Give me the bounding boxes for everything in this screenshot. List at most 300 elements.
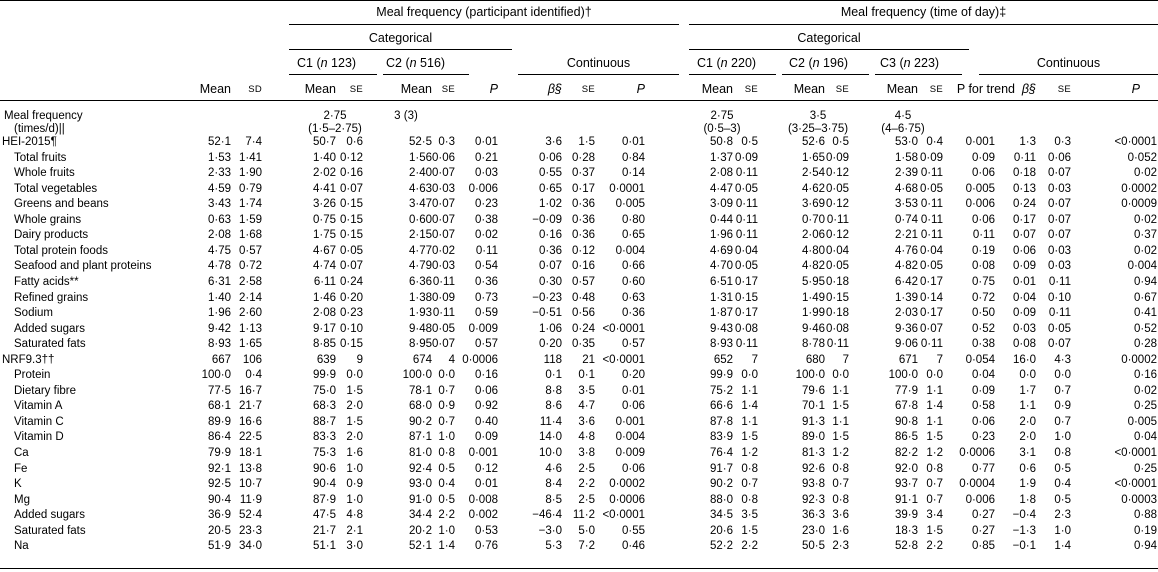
table-cell: 0·46 (621, 540, 645, 552)
table-cell: 1·53 (207, 152, 231, 164)
table-cell: 7 (936, 354, 943, 366)
table-cell: 53·0 (894, 136, 918, 148)
table-cell: 0·70 (801, 214, 825, 226)
table-cell: 0·17 (919, 307, 943, 319)
table-cell: 1·41 (238, 152, 262, 164)
g2-c3-mean-header: Mean (886, 82, 918, 96)
table-cell: 0·24 (339, 276, 363, 288)
table-cell: −1·3 (1012, 525, 1036, 537)
header-bottom-rule (0, 100, 1158, 101)
table-cell: 0·65 (538, 183, 562, 195)
table-cell: −46·4 (532, 509, 562, 521)
table-cell: 0·07 (431, 338, 455, 350)
mf-g2-c2-range: (3·25–3·75) (787, 123, 849, 135)
table-cell: 75·0 (312, 385, 336, 397)
table-cell: 4·7 (578, 400, 595, 412)
table-cell: 92·0 (894, 463, 918, 475)
table-cell: 14·0 (538, 431, 562, 443)
table-cell: 0·002 (468, 509, 498, 521)
table-cell: 1·74 (238, 198, 262, 210)
table-cell: 0·60 (621, 276, 645, 288)
table-cell: 1·75 (312, 229, 336, 241)
table-cell: 0·05 (919, 260, 943, 272)
table-cell: 2·0 (1019, 416, 1036, 428)
table-cell: 50·7 (312, 136, 336, 148)
table-cell: 4 (448, 354, 455, 366)
table-cell: 0·11 (920, 167, 943, 179)
table-cell: 0·44 (709, 214, 733, 226)
table-cell: 1·1 (741, 385, 758, 397)
table-cell: 0·0001 (609, 183, 645, 195)
table-cell: −0·1 (1012, 540, 1036, 552)
table-cell: 0·06 (1012, 245, 1036, 257)
table-cell: 9 (356, 354, 363, 366)
table-cell: 0·03 (1047, 245, 1071, 257)
table-cell: 4·75 (207, 245, 231, 257)
table-cell: 0·92 (474, 400, 498, 412)
table-cell: 8·78 (801, 338, 825, 350)
table-cell: 20·5 (207, 525, 231, 537)
table-cell: 0·23 (971, 431, 995, 443)
table-cell: 81·0 (408, 447, 432, 459)
table-cell: 4·62 (801, 183, 825, 195)
table-cell: 0·09 (474, 431, 498, 443)
table-cell: 4·79 (408, 260, 432, 272)
table-cell: <0·0001 (1114, 136, 1157, 148)
mf-g2-c1-range: (0·5–3) (703, 123, 741, 135)
p-trend-header: P for trend (956, 82, 1015, 96)
g2-c3-rule (875, 74, 962, 75)
table-cell: 0·7 (741, 478, 758, 490)
table-cell: 36·3 (801, 509, 825, 521)
table-cell: 0·14 (621, 167, 645, 179)
table-cell: 0·07 (1012, 229, 1036, 241)
table-cell: 0·19 (971, 245, 995, 257)
sd-header: SD (248, 84, 262, 95)
table-cell: 1·0 (438, 525, 455, 537)
table-cell: 0·63 (621, 292, 645, 304)
table-cell: 4·47 (709, 183, 733, 195)
table-cell: 0·48 (571, 292, 595, 304)
table-cell: 0·6 (1019, 463, 1036, 475)
table-cell: 1·39 (894, 292, 918, 304)
table-cell: 2·1 (346, 525, 363, 537)
table-cell: 5·95 (801, 276, 825, 288)
table-cell: 0·6 (346, 136, 363, 148)
table-cell: 0·01 (621, 385, 645, 397)
table-cell: 0·14 (919, 292, 943, 304)
g2-c1-header: C1 (n 220) (697, 56, 757, 70)
table-cell: 2·08 (709, 167, 733, 179)
table-cell: 0·8 (741, 463, 758, 475)
table-cell: 2·58 (238, 276, 262, 288)
table-cell: 2·06 (801, 229, 825, 241)
row-label: Saturated fats (14, 525, 86, 537)
g2-cont-se-header: SE (1057, 84, 1071, 95)
row-label: Sodium (14, 307, 53, 319)
table-cell: 0·16 (538, 229, 562, 241)
group1-categorical-rule (289, 49, 512, 50)
table-cell: 0·11 (826, 214, 849, 226)
table-cell: 0·12 (474, 463, 498, 475)
table-cell: 0·11 (1048, 307, 1071, 319)
table-cell: 79·6 (801, 385, 825, 397)
table-cell: 0·25 (1133, 400, 1157, 412)
table-cell: 0·7 (832, 478, 849, 490)
table-cell: 1·1 (926, 385, 943, 397)
table-cell: −0·23 (532, 292, 562, 304)
table-cell: 0·84 (621, 152, 645, 164)
table-cell: 0·56 (571, 307, 595, 319)
table-cell: 0·55 (621, 525, 645, 537)
table-cell: 8·6 (545, 400, 562, 412)
table-cell: 1·37 (709, 152, 733, 164)
table-cell: 106 (242, 354, 262, 366)
table-cell: 0·0002 (1121, 183, 1157, 195)
table-cell: 0·03 (431, 183, 455, 195)
table-cell: 1·7 (1019, 385, 1036, 397)
table-cell: 9·43 (709, 323, 733, 335)
table-cell: 90·8 (894, 416, 918, 428)
group2-categorical-rule (689, 49, 969, 50)
table-cell: 1·4 (926, 400, 943, 412)
table-cell: 1·2 (741, 447, 758, 459)
table-cell: 100·0 (888, 369, 918, 381)
table-cell: 0·11 (920, 229, 943, 241)
table-cell: 2·60 (238, 307, 262, 319)
table-cell: −0·4 (1012, 509, 1036, 521)
table-cell: 9·17 (312, 323, 336, 335)
table-cell: 0·07 (919, 323, 943, 335)
table-cell: 0·004 (615, 431, 645, 443)
table-cell: 52·1 (207, 136, 231, 148)
table-cell: 0·11 (920, 198, 943, 210)
table-cell: 0·03 (1047, 260, 1071, 272)
table-cell: 0·57 (238, 245, 262, 257)
table-cell: 0·7 (1054, 385, 1071, 397)
table-cell: 66·6 (709, 400, 733, 412)
table-cell: 2·21 (894, 229, 918, 241)
table-cell: 0·20 (621, 369, 645, 381)
table-cell: 23·0 (801, 525, 825, 537)
table-cell: 0·35 (571, 338, 595, 350)
table-cell: 0·25 (1133, 463, 1157, 475)
table-cell: 34·0 (238, 540, 262, 552)
table-cell: <0·0001 (602, 509, 645, 521)
group2-continuous-rule (979, 74, 1158, 75)
table-cell: 118 (543, 354, 562, 366)
table-cell: 9·46 (801, 323, 825, 335)
group2-continuous-label: Continuous (1036, 56, 1101, 70)
table-cell: 9·36 (894, 323, 918, 335)
mf-g2-c1-median: 2·75 (710, 110, 734, 122)
row-label: Ca (14, 447, 29, 459)
table-cell: 4·8 (578, 431, 595, 443)
table-cell: 0·0003 (1121, 494, 1157, 506)
table-cell: 1·6 (346, 447, 363, 459)
table-cell: 0·09 (431, 292, 455, 304)
table-cell: 0·72 (238, 260, 262, 272)
table-cell: 0·27 (971, 509, 995, 521)
table-cell: 2·2 (578, 478, 595, 490)
table-cell: 0·16 (474, 369, 498, 381)
table-cell: 1·58 (894, 152, 918, 164)
table-cell: 0·17 (1012, 214, 1036, 226)
table-cell: 2·2 (741, 540, 758, 552)
table-cell: 11·2 (572, 509, 595, 521)
table-cell: 86·4 (207, 431, 231, 443)
table-cell: 4·59 (207, 183, 231, 195)
table-cell: 0·0006 (959, 447, 995, 459)
row-label: Dairy products (14, 229, 89, 241)
table-cell: 0·02 (431, 245, 455, 257)
table-cell: 0·40 (474, 416, 498, 428)
table-cell: 0·008 (468, 494, 498, 506)
table-cell: 51·9 (207, 540, 231, 552)
table-cell: 8·93 (709, 338, 733, 350)
g2-cont-p-header: P (1131, 82, 1140, 96)
table-cell: 0·72 (971, 292, 995, 304)
table-cell: 0·23 (474, 198, 498, 210)
table-cell: 0·05 (825, 260, 849, 272)
table-cell: 0·4 (245, 369, 262, 381)
table-cell: 6·51 (709, 276, 733, 288)
table-cell: 667 (211, 354, 231, 366)
row-label: Seafood and plant proteins (14, 260, 152, 272)
table-cell: 13·8 (238, 463, 262, 475)
table-cell: 0·0002 (1121, 354, 1157, 366)
table-cell: 1·9 (1019, 478, 1036, 490)
table-cell: 2·08 (207, 229, 231, 241)
table-cell: 0·24 (1012, 198, 1036, 210)
table-cell: 0·1 (578, 369, 595, 381)
table-cell: 87·9 (312, 494, 336, 506)
table-cell: 75·3 (312, 447, 336, 459)
table-cell: 0·0 (1019, 369, 1036, 381)
table-cell: 93·7 (894, 478, 918, 490)
table-cell: 0·09 (734, 152, 758, 164)
table-cell: 0·01 (621, 136, 645, 148)
table-cell: 1·40 (207, 292, 231, 304)
table-cell: 0·004 (615, 245, 645, 257)
table-cell: 0·004 (1127, 260, 1157, 272)
table-cell: 0·006 (468, 183, 498, 195)
table-cell: 83·9 (709, 431, 733, 443)
table-cell: 0·01 (474, 478, 498, 490)
table-cell: 0·36 (621, 307, 645, 319)
table-cell: 8·85 (312, 338, 336, 350)
table-cell: 8·93 (207, 338, 231, 350)
table-cell: 0·08 (734, 323, 758, 335)
table-cell: 0·06 (971, 416, 995, 428)
table-cell: 1·65 (801, 152, 825, 164)
table-cell: 0·36 (538, 245, 562, 257)
table-cell: 0·18 (1012, 167, 1036, 179)
table-cell: 75·2 (709, 385, 733, 397)
table-cell: 0·05 (919, 183, 943, 195)
table-cell: 76·4 (709, 447, 733, 459)
table-cell: 0·02 (1133, 214, 1157, 226)
top-rule (0, 0, 1158, 1)
table-cell: 8·5 (545, 494, 562, 506)
table-cell: 0·11 (1013, 152, 1036, 164)
table-cell: 0·04 (1012, 292, 1036, 304)
row-label: Fatty acids** (14, 276, 79, 288)
table-cell: 1·99 (801, 307, 825, 319)
table-cell: 92·4 (408, 463, 432, 475)
g2-c3-se-header: SE (929, 84, 943, 95)
table-cell: 0·85 (971, 540, 995, 552)
table-cell: 0·07 (431, 167, 455, 179)
table-cell: 7·2 (578, 540, 595, 552)
table-cell: 2·33 (207, 167, 231, 179)
table-cell: 4·82 (894, 260, 918, 272)
table-cell: 92·1 (207, 463, 231, 475)
table-cell: 0·001 (965, 136, 995, 148)
table-cell: 1·87 (709, 307, 733, 319)
table-cell: 8·95 (408, 338, 432, 350)
table-cell: 0·16 (339, 167, 363, 179)
row-label: Total vegetables (14, 183, 98, 195)
table-cell: 0·75 (312, 214, 336, 226)
table-cell: 0·94 (1133, 276, 1157, 288)
table-cell: 0·5 (1054, 463, 1071, 475)
table-cell: 0·06 (538, 152, 562, 164)
table-cell: 0·009 (615, 447, 645, 459)
table-cell: 0·001 (615, 416, 645, 428)
table-cell: 3·6 (832, 509, 849, 521)
table-cell: 1·40 (312, 152, 336, 164)
table-cell: 0·7 (926, 478, 943, 490)
table-cell: 100·0 (795, 369, 825, 381)
group2-categorical-label: Categorical (797, 31, 861, 45)
table-cell: 0·12 (571, 245, 595, 257)
table-cell: 1·5 (832, 431, 849, 443)
table-cell: 0·10 (339, 323, 363, 335)
table-cell: 68·3 (312, 400, 336, 412)
table-cell: 0·01 (1012, 276, 1036, 288)
table-cell: 4·82 (801, 260, 825, 272)
table-cell: 34·5 (709, 509, 733, 521)
table-cell: 0·09 (825, 152, 849, 164)
table-cell: 0·37 (1133, 229, 1157, 241)
table-cell: 1·0 (346, 494, 363, 506)
table-cell: 2·2 (438, 509, 455, 521)
table-cell: 1·0 (346, 463, 363, 475)
table-cell: 1·13 (238, 323, 262, 335)
table-cell: 52·8 (894, 540, 918, 552)
table-cell: 0·20 (339, 292, 363, 304)
table-cell: 91·0 (408, 494, 432, 506)
group2-rule (689, 24, 1158, 25)
group1-title: Meal frequency (participant identified)† (376, 5, 592, 19)
table-cell: 0·005 (1127, 416, 1157, 428)
table-cell: 1·96 (207, 307, 231, 319)
row-label: Total protein foods (14, 245, 108, 257)
table-cell: 1·65 (238, 338, 262, 350)
table-cell: 1·5 (741, 431, 758, 443)
table-cell: 6·11 (313, 276, 336, 288)
table-cell: 21 (582, 354, 595, 366)
table-cell: 0·06 (621, 400, 645, 412)
table-cell: 0·0 (438, 369, 455, 381)
table-cell: 0·55 (538, 167, 562, 179)
table-cell: 1·4 (1054, 540, 1071, 552)
table-cell: 1·5 (346, 385, 363, 397)
table-cell: 0·5 (438, 494, 455, 506)
table-cell: 0·17 (734, 276, 758, 288)
table-cell: 0·28 (571, 152, 595, 164)
table-cell: 0·5 (1054, 494, 1071, 506)
table-cell: 0·07 (1047, 198, 1071, 210)
table-cell: 0·01 (474, 136, 498, 148)
table-cell: 0·74 (894, 214, 918, 226)
table-cell: 0·11 (735, 198, 758, 210)
table-cell: 100·0 (201, 369, 231, 381)
table-cell: 0·76 (474, 540, 498, 552)
table-cell: 0·09 (1012, 307, 1036, 319)
table-cell: 0·3 (438, 136, 455, 148)
table-cell: 0·005 (615, 198, 645, 210)
table-cell: 3·09 (709, 198, 733, 210)
table-cell: 4·70 (709, 260, 733, 272)
table-cell: 51·1 (312, 540, 336, 552)
table-cell: 2·2 (926, 540, 943, 552)
row-label: Vitamin C (14, 416, 64, 428)
table-cell: 7 (751, 354, 758, 366)
table-cell: 3·6 (578, 416, 595, 428)
table-cell: 0·11 (735, 229, 758, 241)
mean-header: Mean (199, 82, 231, 96)
table-cell: 93·8 (801, 478, 825, 490)
table-cell: 0·12 (825, 167, 849, 179)
table-cell: 0·0 (832, 369, 849, 381)
table-cell: <0·0001 (1114, 447, 1157, 459)
mf-g2-c3-median: 4·5 (894, 110, 912, 122)
table-cell: 100·0 (402, 369, 432, 381)
table-cell: 11·4 (539, 416, 562, 428)
table-cell: 87·1 (408, 431, 432, 443)
mf-g1-c2-median: 3 (3) (394, 110, 418, 122)
table-cell: 52·1 (408, 540, 432, 552)
table-cell: 4·69 (709, 245, 733, 257)
table-cell: 0·36 (571, 214, 595, 226)
row-label: Added sugars (14, 509, 85, 521)
table-cell: 1·2 (832, 447, 849, 459)
table-cell: 9·06 (894, 338, 918, 350)
table-cell: 0·005 (965, 183, 995, 195)
table-cell: 4·67 (312, 245, 336, 257)
table-cell: 2·0 (346, 400, 363, 412)
table-cell: 0·0 (741, 369, 758, 381)
table-cell: 1·06 (538, 323, 562, 335)
table-cell: 0·67 (1133, 292, 1157, 304)
table-cell: 0·11 (432, 276, 455, 288)
table-cell: 1·5 (926, 431, 943, 443)
table-cell: 0·4 (1054, 478, 1071, 490)
table-cell: 0·4 (926, 136, 943, 148)
g1-cont-se-header: SE (581, 84, 595, 95)
table-cell: 0·09 (971, 385, 995, 397)
bottom-rule (0, 568, 1158, 569)
table-cell: 1·0 (438, 431, 455, 443)
table-cell: 0·10 (1047, 292, 1071, 304)
table-cell: 0·03 (431, 260, 455, 272)
table-cell: 0·07 (538, 260, 562, 272)
table-cell: 3·69 (801, 198, 825, 210)
table-cell: 1·56 (408, 152, 432, 164)
table-cell: 0·94 (1133, 540, 1157, 552)
